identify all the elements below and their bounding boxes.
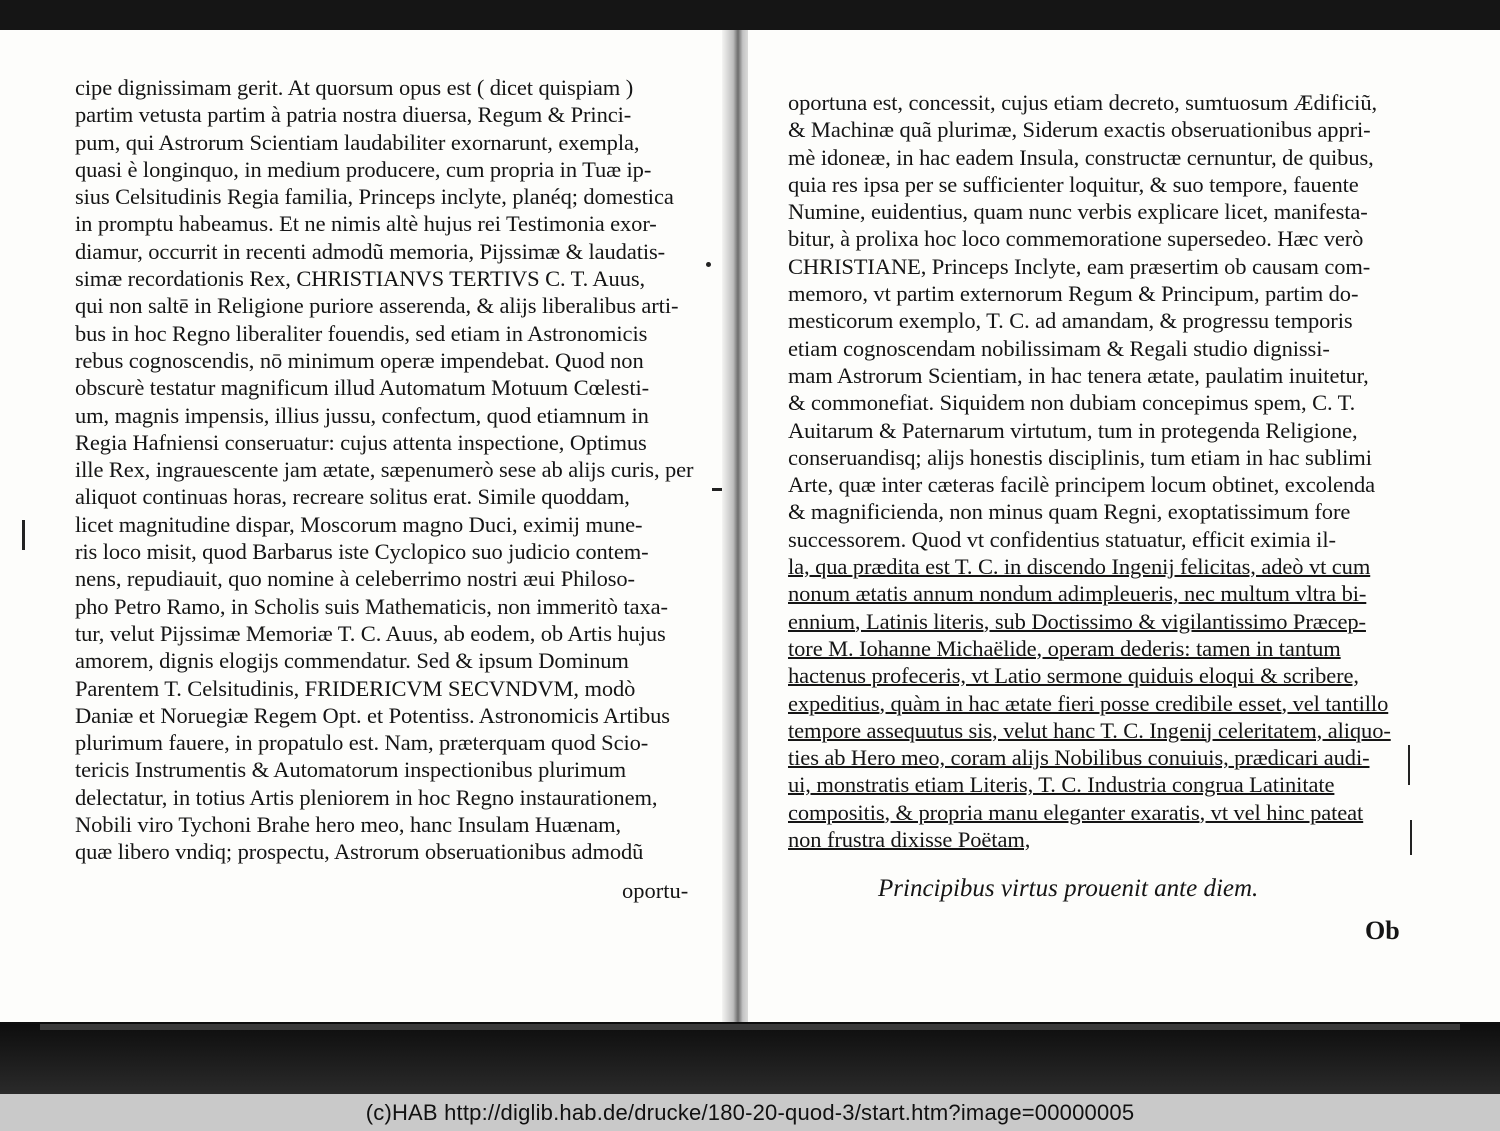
- book-spread: [0, 30, 1500, 1025]
- verse-line: Principibus virtus prouenit ante diem.: [878, 875, 1259, 902]
- text-line: ui, monstratis etiam Literis, T. C. Industria congrua Latinitate: [788, 772, 1335, 798]
- text-line: pho Petro Ramo, in Scholis suis Mathematicis, non immeritò taxa-: [75, 593, 668, 619]
- text-line: delectatur, in totius Artis pleniorem in hoc Regno instaurationem,: [75, 784, 658, 810]
- text-line: la, qua prædita est T. C. in discendo Ingenij felicitas, adeò vt cum: [788, 554, 1371, 580]
- margin-bracket-mark: [1410, 820, 1412, 855]
- text-line: mesticorum exemplo, T. C. ad amandam, & progressu temporis: [788, 308, 1353, 334]
- text-line: partim vetusta partim à patria nostra diuersa, Regum & Princi-: [75, 102, 632, 128]
- margin-bracket-mark: [1408, 745, 1410, 785]
- text-line: Regia Hafniensi conseruatur: cujus attenta inspectione, Optimus: [75, 429, 647, 455]
- text-line: compositis, & propria manu eleganter exaratis, vt vel hinc pateat: [788, 799, 1364, 825]
- text-line: bitur, à prolixa hoc loco commemoratione supersedeo. Hæc verò: [788, 226, 1364, 252]
- text-line: oportuna est, concessit, cujus etiam decreto, sumtuosum Ædificiũ,: [788, 90, 1378, 115]
- text-line: in promptu habeamus. Et ne nimis altè hujus rei Testimonia exor-: [75, 211, 657, 237]
- text-line: amorem, dignis elogijs commendatur. Sed & ipsum Dominum: [75, 648, 629, 674]
- text-line: etiam cognoscendam nobilissimam & Regali studio dignissi-: [788, 335, 1330, 361]
- footer-credit: (c)HAB http://diglib.hab.de/drucke/180-20-quod-3/start.htm?image=00000005: [365, 1099, 1135, 1125]
- left-page-text: [75, 74, 700, 866]
- text-line: quasi è longinquo, in medium producere, cum propria in Tuæ ip-: [75, 156, 652, 182]
- margin-dot: [712, 488, 722, 491]
- text-line: mè idoneæ, in hac eadem Insula, constructæ cernuntur, de quibus,: [788, 144, 1374, 170]
- text-line: hactenus profeceris, vt Latio sermone quiduis eloqui & scribere,: [788, 663, 1359, 689]
- text-line: & Machinæ quã plurimæ, Siderum exactis obseruationibus appri-: [788, 117, 1371, 143]
- text-line: memoro, vt partim externorum Regum & Principum, partim do-: [788, 281, 1359, 307]
- text-line: um, magnis impensis, illius jussu, confectum, quod etiamnum in: [75, 402, 649, 428]
- text-line: & commonefiat. Siquidem non dubiam concepimus spem, C. T.: [788, 390, 1356, 416]
- text-line: mam Astrorum Scientiam, in hac tenera ætate, paulatim inuitetur,: [788, 362, 1369, 388]
- text-line: Parentem T. Celsitudinis, FRIDERICVM SECVNDVM, modò: [75, 675, 636, 701]
- text-line: quæ libero vndiq; prospectu, Astrorum obseruationibus admodũ: [75, 839, 644, 865]
- text-line: pum, qui Astrorum Scientiam laudabiliter exornarunt, exempla,: [75, 129, 640, 155]
- text-line: Auitarum & Paternarum virtutum, tum in protegenda Religione,: [788, 417, 1358, 443]
- text-line: expeditius, quàm in hac ætate fieri posse credibile esset, vel tantillo: [788, 690, 1389, 716]
- left-catchword: oportu-: [622, 878, 689, 903]
- text-line: plurimum fauere, in propatulo est. Nam, præterquam quod Scio-: [75, 730, 649, 756]
- text-line: non frustra dixisse Poëtam,: [788, 827, 1031, 853]
- text-line: ties ab Hero meo, coram alijs Nobilibus conuiuis, prædicari audi-: [788, 745, 1370, 771]
- right-page: [748, 30, 1500, 1025]
- text-line: & magnificienda, non minus quam Regni, exoptatissimum fore: [788, 499, 1351, 525]
- scan-bottom-border: [0, 1022, 1500, 1094]
- text-line: rebus cognoscendis, nō minimum operæ impendebat. Quod non: [75, 347, 644, 373]
- text-line: tur, velut Pijssimæ Memoriæ T. C. Auus, ab eodem, ob Artis hujus: [75, 620, 666, 646]
- right-catchword: Ob: [1365, 916, 1400, 945]
- text-line: tempore assequutus sis, velut hanc T. C. Ingenij celeritatem, aliquo-: [788, 717, 1391, 743]
- text-line: sius Celsitudinis Regia familia, Princeps inclyte, planéq; domestica: [75, 184, 674, 210]
- book-bottom-edge: [40, 1024, 1460, 1030]
- text-line: diamur, occurrit in recenti admodũ memoria, Pijssimæ & laudatis-: [75, 238, 666, 264]
- text-line: aliquot continuas horas, recreare solitus erat. Simile quoddam,: [75, 484, 630, 510]
- margin-dot: [706, 262, 711, 267]
- text-line: obscurè testatur magnificum illud Automatum Motuum Cœlesti-: [75, 375, 650, 401]
- footer-bar: [0, 1094, 1500, 1131]
- left-page: [0, 30, 728, 1025]
- text-line: cipe dignissimam gerit. At quorsum opus est ( dicet quispiam ): [75, 75, 634, 100]
- right-page-text: [788, 89, 1423, 853]
- text-line: conseruandisq; alijs honestis disciplinis, tum etiam in hac sublimi: [788, 444, 1372, 470]
- text-line: quia res ipsa per se sufficienter loquitur, & suo tempore, fauente: [788, 171, 1359, 197]
- text-line: Numine, euidentius, quam nunc verbis explicare licet, manifesta-: [788, 199, 1368, 225]
- text-line: Daniæ et Noruegiæ Regem Opt. et Potentiss. Astronomicis Artibus: [75, 702, 670, 728]
- text-line: nens, repudiauit, quo nomine à celeberrimo nostri æui Philoso-: [75, 566, 635, 592]
- text-line: successorem. Quod vt confidentius statuatur, efficit eximia il-: [788, 526, 1336, 552]
- text-line: ris loco misit, quod Barbarus iste Cyclopico suo judicio contem-: [75, 539, 649, 565]
- text-line: ennium, Latinis literis, sub Doctissimo & vigilantissimo Præcep-: [788, 608, 1366, 634]
- text-line: bus in hoc Regno liberaliter fouendis, sed etiam in Astronomicis: [75, 320, 648, 346]
- text-line: ille Rex, ingrauescente jam ætate, sæpenumerò sese ab alijs curis, per: [75, 457, 694, 483]
- margin-dot: [22, 520, 25, 550]
- text-line: simæ recordationis Rex, CHRISTIANVS TERTIVS C. T. Auus,: [75, 266, 646, 292]
- text-line: nonum ætatis annum nondum adimpleueris, nec multum vltra bi-: [788, 581, 1367, 607]
- text-line: CHRISTIANE, Princeps Inclyte, eam præsertim ob causam com-: [788, 253, 1371, 279]
- text-line: licet magnitudine dispar, Moscorum magno Duci, eximij mune-: [75, 511, 643, 537]
- text-line: Arte, quæ inter cæteras facilè principem locum obtinet, excolenda: [788, 472, 1376, 498]
- text-line: Nobili viro Tychoni Brahe hero meo, hanc Insulam Huænam,: [75, 812, 622, 838]
- text-line: tericis Instrumentis & Automatorum inspectionibus plurimum: [75, 757, 627, 783]
- text-line: tore M. Iohanne Michaëlide, operam dederis: tamen in tantum: [788, 635, 1341, 661]
- text-line: qui non saltē in Religione puriore asserenda, & alijs liberalibus arti-: [75, 293, 679, 319]
